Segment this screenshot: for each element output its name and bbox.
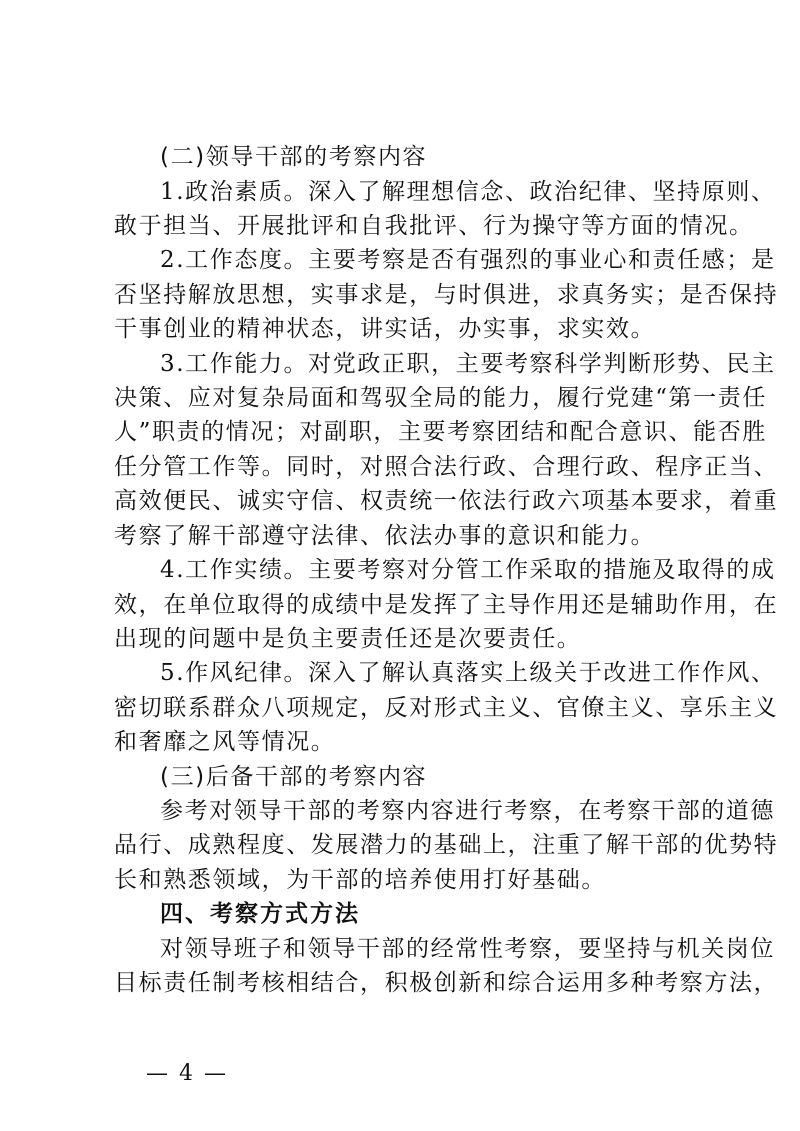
paragraph-line: 人”职责的情况；对副职，主要考察团结和配合意识、能否胜 [114,419,767,445]
paragraph-line: 3.工作能力。对党政正职，主要考察科学判断形势、民主 [160,351,776,377]
paragraph-line: 品行、成熟程度、发展潜力的基础上，注重了解干部的优势特 [114,832,779,858]
paragraph-line: 参考对领导干部的考察内容进行考察，在考察干部的道德 [160,798,775,824]
paragraph-line: 干事创业的精神状态，讲实话，办实事，求实效。 [114,316,656,342]
paragraph-line: 目标责任制考核相结合，积极创新和综合运用多种考察方法， [114,970,779,996]
paragraph-line: 敢于担当、开展批评和自我批评、行为操守等方面的情况。 [114,213,754,239]
paragraph-line: 决策、应对复杂局面和驾驭全局的能力，履行党建“第一责任 [114,385,767,411]
paragraph-line: 否坚持解放思想，实事求是，与时俱进，求真务实；是否保持 [114,282,779,308]
paragraph-line: 4.工作实绩。主要考察对分管工作采取的措施及取得的成 [160,557,776,583]
paragraph-line: 效，在单位取得的成绩中是发挥了主导作用还是辅助作用，在 [114,592,779,618]
section-heading-leader-content: (二)领导干部的考察内容 [160,144,428,170]
paragraph-line: 长和熟悉领域，为干部的培养使用打好基础。 [114,867,606,893]
paragraph-line: 2.工作态度。主要考察是否有强烈的事业心和责任感；是 [160,247,776,273]
paragraph-line: 和奢靡之风等情况。 [114,729,336,755]
paragraph-line: 出现的问题中是负主要责任还是次要责任。 [114,626,582,652]
paragraph-line: 考察了解干部遵守法律、依法办事的意识和能力。 [114,523,656,549]
section-heading-reserve-content: (三)后备干部的考察内容 [160,764,428,790]
paragraph-line: 5.作风纪律。深入了解认真落实上级关于改进工作作风、 [160,660,776,686]
paragraph-line: 任分管工作等。同时，对照合法行政、合理行政、程序正当、 [114,454,779,480]
page-number: — 4 — [146,1061,228,1086]
paragraph-line: 密切联系群众八项规定，反对形式主义、官僚主义、享乐主义 [114,695,779,721]
section-heading-methods: 四、考察方式方法 [160,901,360,927]
paragraph-line: 1.政治素质。深入了解理想信念、政治纪律、坚持原则、 [160,179,776,205]
paragraph-line: 高效便民、诚实守信、权责统一依法行政六项基本要求，着重 [114,488,779,514]
paragraph-line: 对领导班子和领导干部的经常性考察，要坚持与机关岗位 [160,936,775,962]
